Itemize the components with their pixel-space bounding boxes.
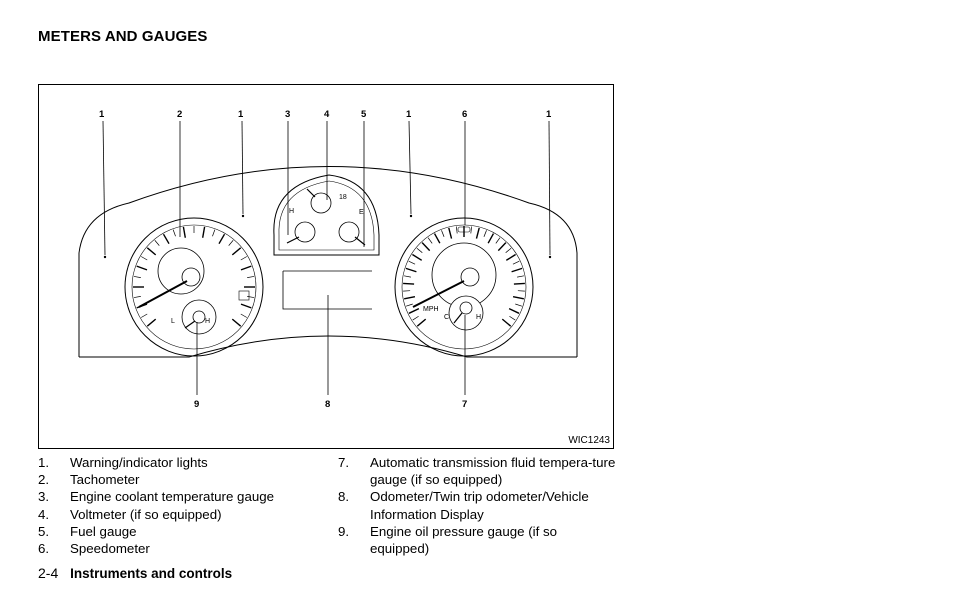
gauge-tick — [164, 234, 170, 244]
gauge-tick — [514, 283, 525, 284]
callout-1a: 1 — [99, 109, 105, 120]
warning-light-dot — [549, 256, 551, 258]
gauge-tick — [229, 240, 233, 245]
gauge-tick — [241, 257, 247, 261]
legend-item: 3. Engine coolant temperature gauge — [38, 489, 275, 505]
gauge-tick — [412, 254, 421, 260]
oil-gauge-h-label: H — [205, 318, 211, 325]
callout-leaders — [103, 121, 550, 395]
gauge-tick — [488, 234, 493, 244]
callout-3: 3 — [285, 109, 291, 120]
cluster-illustration — [39, 85, 615, 450]
gauge-tick — [241, 314, 247, 318]
gauge-tick — [422, 243, 430, 251]
gauge-tick — [509, 309, 519, 314]
gauge-tick — [409, 261, 415, 264]
legend-item: 2. Tachometer — [38, 472, 140, 488]
callout-9: 9 — [194, 399, 200, 410]
gauge-tick — [413, 316, 419, 320]
page-number: 2-4 — [38, 565, 59, 581]
gauge-tick — [512, 268, 522, 271]
callout-6: 6 — [462, 109, 468, 120]
legend-item: 8. Odometer/Twin trip odometer/Vehicle Information Display — [338, 489, 589, 522]
gauge-tick — [506, 248, 511, 252]
speedometer-mph-label: MPH — [423, 306, 439, 313]
oil-gauge-l-label: L — [171, 318, 175, 325]
callout-5: 5 — [361, 109, 367, 120]
legend-item: 7. Automatic transmission fluid tempera-ture gauge (if so equipped) — [338, 455, 616, 488]
tachometer-gauge — [125, 218, 263, 356]
gauge-tick — [137, 266, 147, 270]
gauge-tick — [219, 234, 225, 244]
gauge-tick — [147, 248, 155, 255]
instrument-cluster-figure — [38, 84, 614, 449]
gauge-tick — [417, 319, 425, 326]
gauge-tick — [406, 268, 416, 271]
legend-item: 9. Engine oil pressure gauge (if so equipped) — [338, 523, 558, 557]
gauge-tick — [241, 304, 251, 308]
gauge-tick — [404, 297, 415, 299]
callout-8: 8 — [325, 399, 331, 410]
gauge-tick — [141, 257, 147, 261]
gauge-tick — [513, 261, 519, 264]
warning-light-dot — [410, 215, 412, 217]
gauge-tick — [428, 238, 432, 244]
legend-item: 6. Speedometer — [38, 541, 150, 557]
gauge-tick — [498, 243, 506, 251]
vehicle-information-display — [283, 271, 372, 309]
gauge-tick — [449, 228, 452, 239]
gauge-tick — [409, 309, 419, 314]
gauge-tick — [506, 254, 515, 260]
gauge-tick — [509, 316, 515, 320]
gauge-tick — [183, 227, 185, 238]
temp-gauge-h-label: H — [289, 208, 295, 215]
voltmeter-18-label: 18 — [339, 194, 347, 201]
gauge-tick — [232, 319, 240, 326]
center-gauge-pod — [274, 175, 379, 255]
gauge-tick — [513, 297, 524, 299]
gauge-tick — [134, 276, 141, 277]
gauge-tick — [471, 226, 472, 233]
gauge-tick — [241, 266, 251, 270]
legend-right-column — [338, 454, 618, 557]
gauge-tick — [203, 227, 205, 238]
gauge-tick — [232, 248, 240, 255]
warning-light-dot — [242, 215, 244, 217]
legend-item: 4. Voltmeter (if so equipped) — [38, 506, 222, 522]
gauge-tick — [173, 230, 175, 237]
callout-1c: 1 — [406, 109, 412, 120]
section-title: Instruments and controls — [70, 566, 233, 581]
callout-1b: 1 — [238, 109, 244, 120]
gauge-tick — [456, 226, 457, 233]
page-footer — [38, 565, 232, 581]
callout-2: 2 — [177, 109, 183, 120]
gauge-tick — [515, 304, 522, 306]
atf-gauge-c-label: C — [444, 314, 450, 321]
legend-left-column — [38, 454, 328, 557]
callout-4: 4 — [324, 109, 330, 120]
gauge-tick — [403, 283, 414, 284]
fuel-gauge-e-label: E — [359, 209, 364, 216]
gauge-tick — [496, 238, 500, 244]
figure-code: WIC1243 — [568, 435, 610, 446]
callout-1d: 1 — [546, 109, 552, 120]
gauge-tick — [441, 230, 444, 237]
warning-light-dot — [104, 256, 106, 258]
gauge-tick — [212, 230, 214, 237]
gauge-tick — [404, 276, 411, 277]
speedometer-gauge — [395, 218, 533, 356]
gauge-tick — [247, 296, 254, 297]
gauge-tick — [147, 319, 155, 326]
callout-7: 7 — [462, 399, 468, 410]
atf-gauge-h-label: H — [476, 314, 482, 321]
gauge-tick — [406, 304, 413, 306]
legend-item: 5. Fuel gauge — [38, 523, 137, 539]
gauge-tick — [155, 240, 159, 245]
gauge-tick — [476, 228, 479, 239]
page-heading: METERS AND GAUGES — [38, 28, 208, 45]
legend-item: 1. Warning/indicator lights — [38, 455, 208, 470]
gauge-tick — [484, 230, 487, 237]
gauge-tick — [417, 248, 422, 252]
gauge-tick — [502, 319, 510, 326]
gauge-tick — [134, 296, 141, 297]
gauge-tick — [141, 314, 147, 318]
gauge-tick — [517, 276, 524, 277]
gauge-tick — [247, 276, 254, 277]
gauge-tick — [435, 234, 440, 244]
